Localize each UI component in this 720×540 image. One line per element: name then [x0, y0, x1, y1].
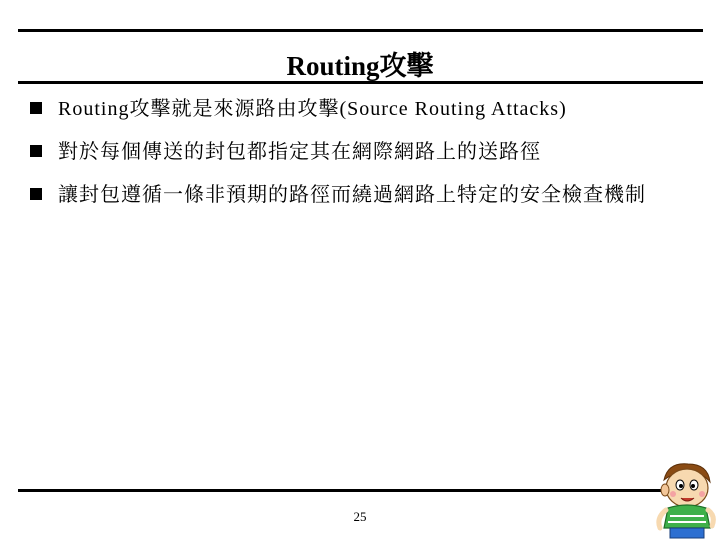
bullet-item [30, 180, 690, 209]
title-underline-rule [18, 81, 703, 84]
bullet-text: 對於每個傳送的封包都指定其在網際網路上的送路徑 [58, 141, 541, 163]
bullet-list [30, 94, 690, 223]
square-bullet-icon [30, 102, 42, 114]
top-rule [18, 29, 703, 32]
bullet-text: 讓封包遵循一條非預期的路徑而繞過網路上特定的安全檢查機制 [58, 184, 646, 206]
slide-title: Routing攻擊 [286, 51, 434, 81]
page-number: 25 [353, 509, 367, 524]
square-bullet-icon [30, 188, 42, 200]
bullet-item [30, 137, 690, 166]
bullet-text: Routing攻擊就是來源路由攻擊(Source Routing Attacks) [58, 98, 567, 120]
cartoon-boy-mascot-icon [650, 458, 720, 540]
footer-rule [18, 489, 703, 492]
square-bullet-icon [30, 145, 42, 157]
bullet-item [30, 94, 690, 123]
